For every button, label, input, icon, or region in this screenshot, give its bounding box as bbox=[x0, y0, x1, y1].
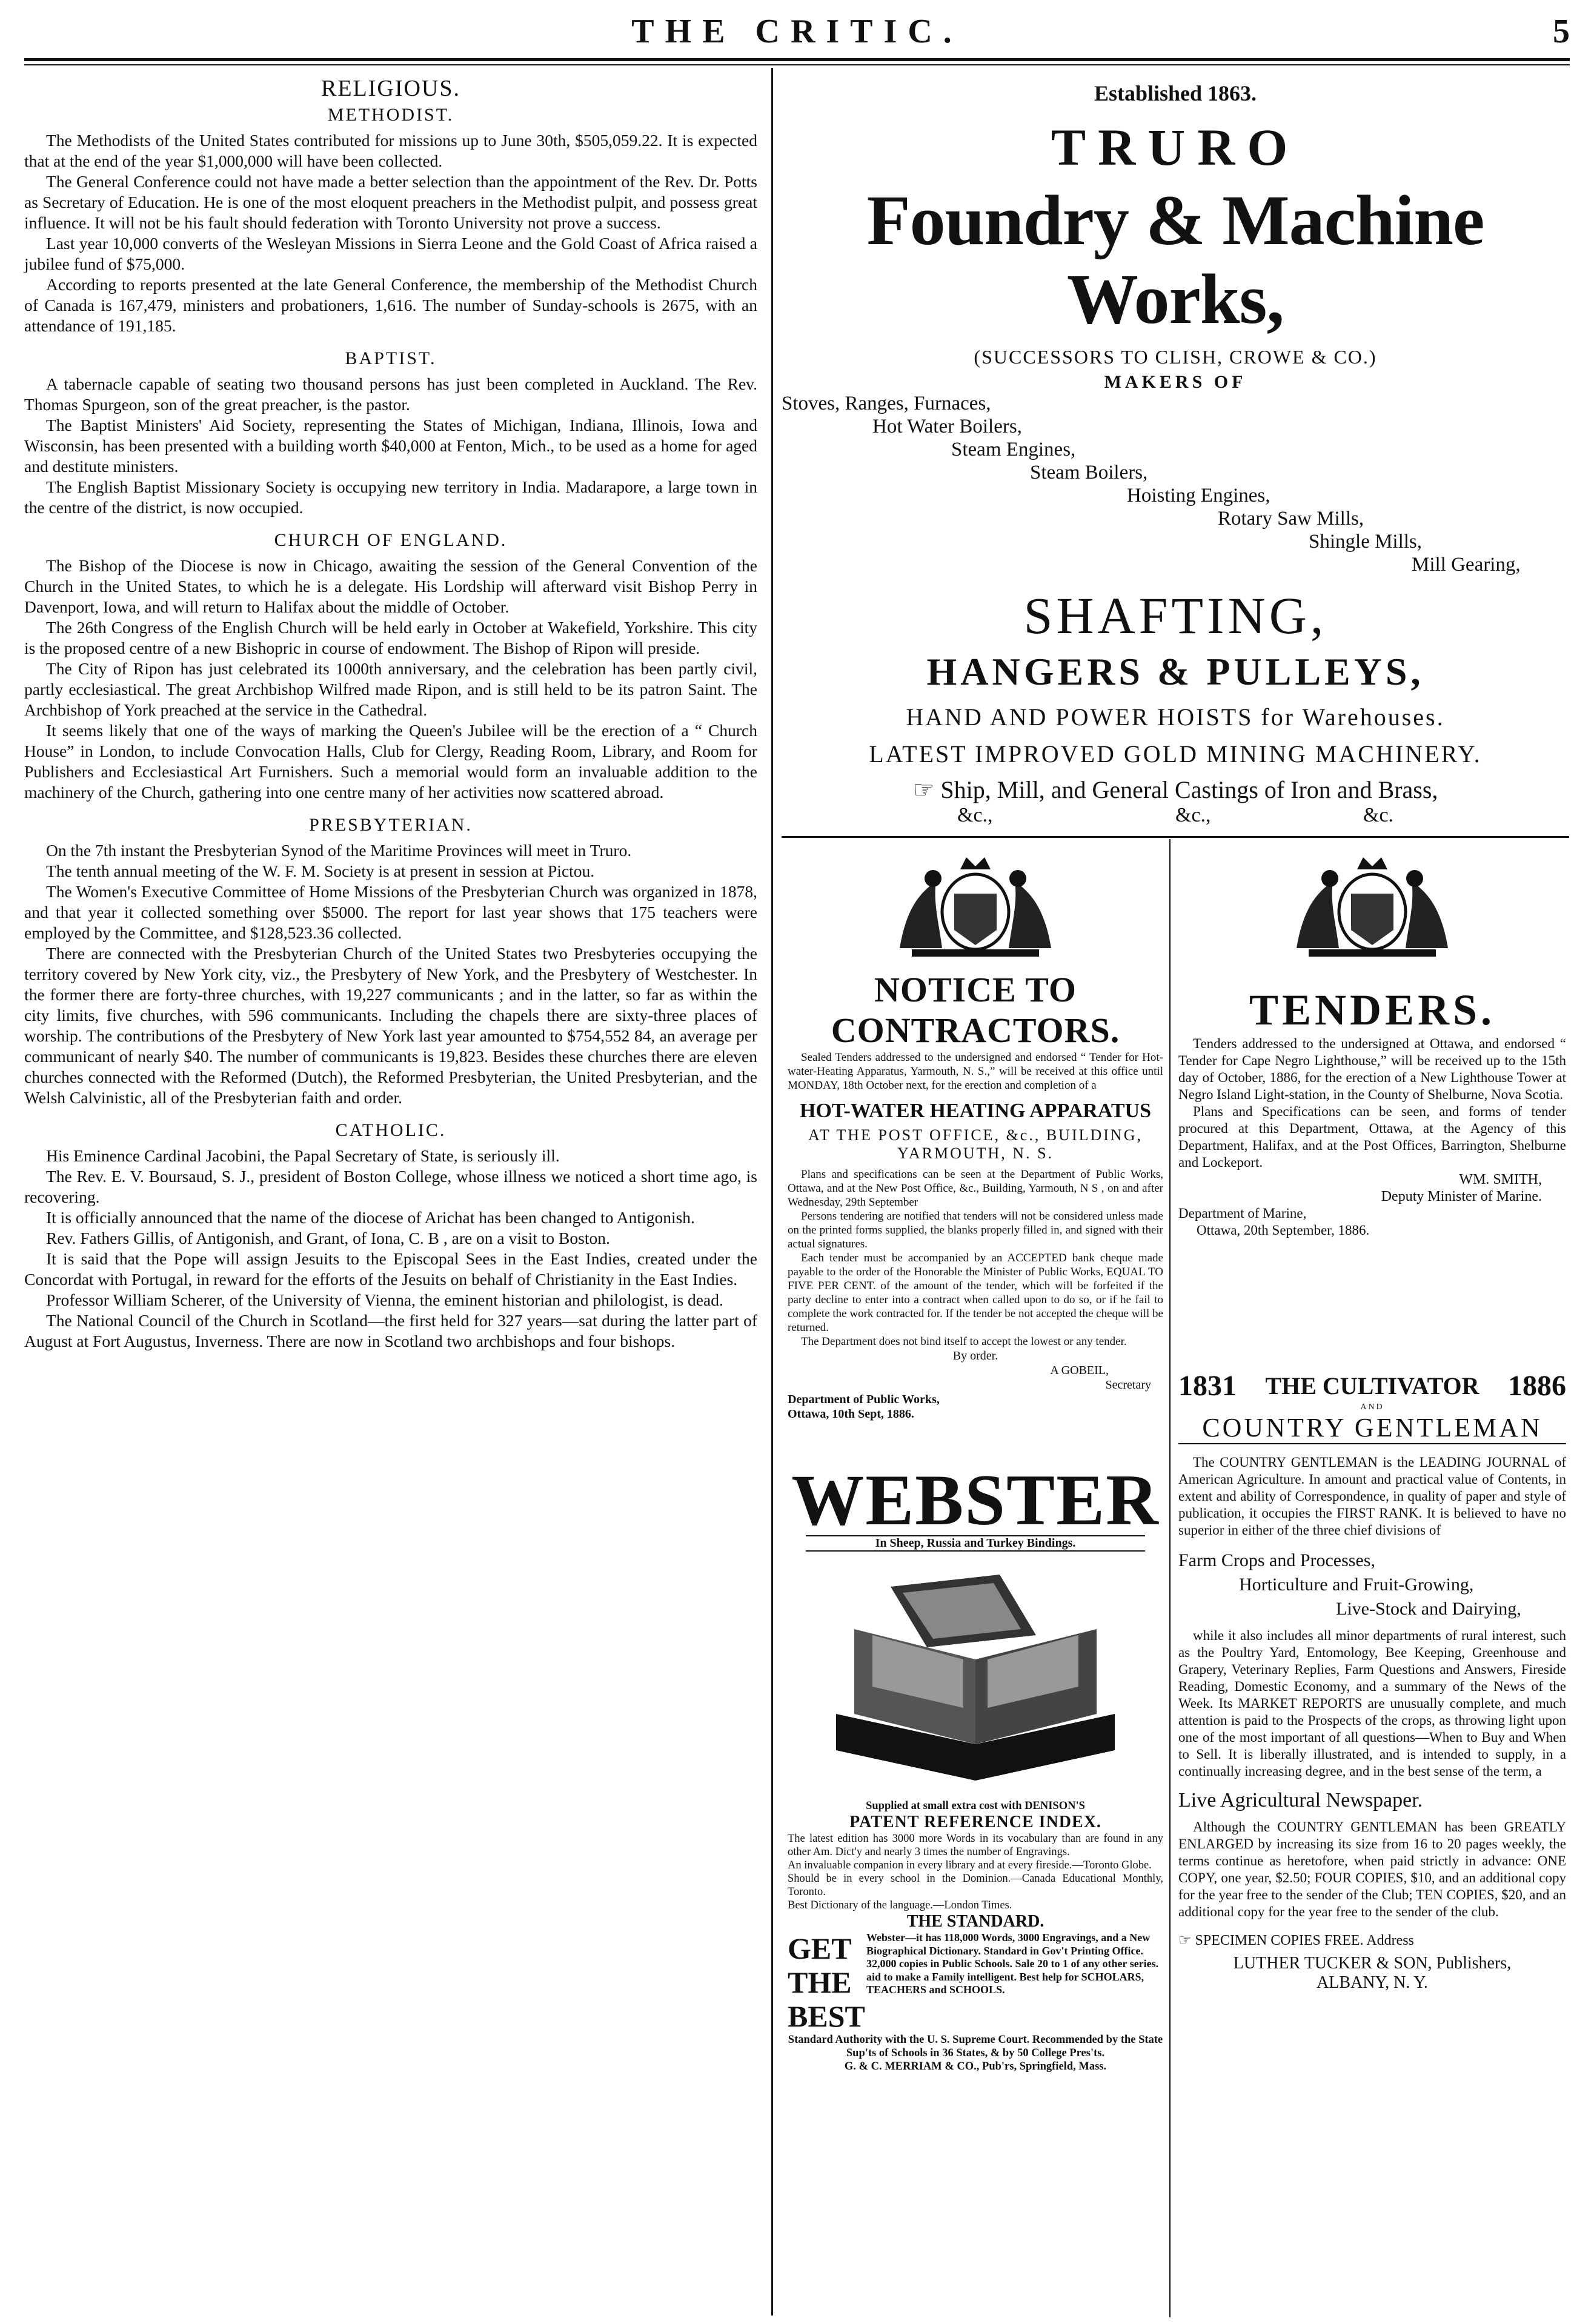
division-item: Horticulture and Fruit-Growing, bbox=[1239, 1575, 1474, 1595]
section-heading: CATHOLIC. bbox=[335, 1120, 447, 1140]
cultivator-ad bbox=[1178, 1369, 1566, 1993]
etc-item: &c., bbox=[957, 804, 993, 826]
article-paragraph: On the 7th instant the Presbyterian Synod of the Maritime Provinces will meet in Truro. bbox=[46, 841, 632, 860]
royal-crest-icon bbox=[875, 845, 1075, 960]
makers-of: MAKERS OF bbox=[1104, 372, 1247, 392]
notice-paragraph: Each tender must be accompanied by an ACCEPTED bank cheque made payable to the order of the Honorable the Minister of Public Works, EQUAL TO FIVE PER CENT. of the amount of the tender, which will be forfeited if the party decline to enter into a contract when called upon to do so, or if he fail to complete the work contracted for. If the tender be not accepted the cheque will be returned. bbox=[788, 1252, 1163, 1334]
castings-line: ☞ Ship, Mill, and General Castings of Iron and Brass, bbox=[912, 776, 1438, 803]
article-paragraph: The Bishop of the Diocese is now in Chicago, awaiting the session of the General Convention of the Church in the United States, to which he is a delegate. His Lordship will afterward visit Bishop Perry in Davenport, Iowa, and will return to Halifax about the middle of October. bbox=[24, 556, 757, 616]
webster-supplied: Supplied at small extra cost with DENISON'S bbox=[866, 1800, 1085, 1812]
page-number: 5 bbox=[1553, 13, 1570, 50]
the-standard: THE STANDARD. bbox=[906, 1912, 1044, 1931]
notice-location: AT THE POST OFFICE, &c., BUILDING, YARMOUTH, N. S. bbox=[808, 1126, 1143, 1162]
cultivator-paragraph: The COUNTRY GENTLEMAN is the LEADING JOURNAL of American Agriculture. In amount and practical value of Contents, in extent and ability of Correspondence, in quality of paper and style of publication, it occupies the FIRST RANK. It is believed to have no superior in either of the three chief divisions of bbox=[1178, 1455, 1566, 1538]
product-item: Shingle Mills, bbox=[1309, 531, 1423, 553]
product-item: Mill Gearing, bbox=[1412, 554, 1521, 576]
article-paragraph: The 26th Congress of the English Church will be held early in October at Wakefield, Yorkshire. This city is the proposed centre of a new Bishopric in course of endowment. The Bishop of Ripon will preside. bbox=[24, 618, 757, 657]
article-paragraph: The tenth annual meeting of the W. F. M. Society is at present in session at Pictou. bbox=[46, 862, 595, 880]
webster-title: WEBSTER bbox=[791, 1459, 1160, 1540]
product-item: Steam Boilers, bbox=[1030, 462, 1148, 483]
church-of-england-section bbox=[24, 530, 757, 803]
signer-title: Deputy Minister of Marine. bbox=[1381, 1189, 1542, 1204]
successors-line: (SUCCESSORS TO CLISH, CROWE & CO.) bbox=[974, 346, 1377, 368]
webster-bindings: In Sheep, Russia and Turkey Bindings. bbox=[806, 1535, 1145, 1552]
webster-points: Webster—it has 118,000 Words, 3000 Engravings, and a New Biographical Dictionary. Standard in Gov't Printing Office. 32,000 copies in Public Schools. Sale 20 to 1 of any other series. aid to make a Family intelligent. Best help for SCHOLARS, TEACHERS and SCHOOLS. bbox=[866, 1931, 1159, 1996]
signer-name: A GOBEIL, bbox=[1050, 1364, 1109, 1377]
hangers-line: HANGERS & PULLEYS, bbox=[926, 650, 1424, 693]
get-the-best bbox=[788, 1931, 1163, 2033]
tenders-paragraph: Plans and Specifications can be seen, and forms of tender procured at this Department, Ottawa, at the Agency of this Department, Halifax, and at the Post Offices, Barrington, Shelburne and Lockeport. bbox=[1178, 1104, 1566, 1170]
article-paragraph: It is officially announced that the name of the diocese of Arichat has been changed to Antigonish. bbox=[46, 1208, 695, 1227]
webster-publisher: G. & C. MERRIAM & CO., Pub'rs, Springfield, Mass. bbox=[844, 2060, 1107, 2073]
country-gentleman: COUNTRY GENTLEMAN bbox=[1178, 1412, 1566, 1444]
catholic-section bbox=[24, 1120, 757, 1352]
article-paragraph: It seems likely that one of the ways of marking the Queen's Jubilee will be the erection of a “ Church House” in London, to include Convocation Halls, Club for Clergy, Reading Room, Library, and Room for Publishers and Ecclesiastical Art Furnishers. Such a memorial would form an invaluable addition to the machinery of the Church, gathering into one centre many of her activities now scattered abroad. bbox=[24, 721, 757, 802]
masthead bbox=[24, 12, 1570, 55]
notice-date: Ottawa, 10th Sept, 1886. bbox=[788, 1407, 914, 1421]
article-paragraph: The National Council of the Church in Scotland—the first held for 327 years—sat during the latter part of August at Fort Augustus, Inverness. There are now in Scotland two archbishops and four bishops. bbox=[24, 1311, 757, 1350]
hoists-line: HAND AND POWER HOISTS for Warehouses. bbox=[906, 703, 1445, 731]
division-item: Live-Stock and Dairying, bbox=[1336, 1599, 1521, 1619]
webster-paragraph: Should be in every school in the Dominion.—Canada Educational Monthly, Toronto. bbox=[788, 1873, 1163, 1898]
publication-title: THE CRITIC. bbox=[631, 13, 963, 50]
department: Department of Marine, bbox=[1178, 1206, 1307, 1221]
farm-divisions bbox=[1178, 1549, 1566, 1621]
established-line: Established 1863. bbox=[1094, 81, 1257, 105]
product-list bbox=[782, 393, 1569, 580]
product-item: Hoisting Engines, bbox=[1127, 485, 1270, 506]
webster-paragraph: Best Dictionary of the language.—London Times. bbox=[788, 1899, 1012, 1911]
article-paragraph: The City of Ripon has just celebrated its 1000th anniversary, and the celebration has been partly civil, partly ecclesiastical. The great Archbishop Wilfred made Ripon, and is still held to be its patron Saint. The Archbishop of York preached at the service in the Cathedral. bbox=[24, 659, 757, 719]
tenders-ad bbox=[1178, 845, 1566, 1239]
methodist-section bbox=[24, 105, 757, 336]
inner-column-divider bbox=[1169, 839, 1171, 2317]
tenders-date: Ottawa, 20th September, 1886. bbox=[1197, 1223, 1370, 1238]
product-item: Hot Water Boilers, bbox=[872, 416, 1022, 437]
division-item: Farm Crops and Processes, bbox=[1178, 1550, 1375, 1570]
and-word: AND bbox=[1360, 1403, 1384, 1412]
company-name: TRURO bbox=[1051, 118, 1300, 176]
tenders-title: TENDERS. bbox=[1249, 986, 1496, 1034]
notice-title: NOTICE TO CONTRACTORS. bbox=[831, 970, 1120, 1050]
column-divider bbox=[771, 68, 773, 2316]
tenders-paragraph: Tenders addressed to the undersigned at Ottawa, and endorsed “ Tender for Cape Negro Lighthouse,” will be received up to the 15th day of October, 1886, for the erection of a New Lighthouse Tower at Negro Island Light-station, in the County of Shelburne, Nova Scotia. bbox=[1178, 1036, 1566, 1102]
webster-ad bbox=[788, 1459, 1163, 2073]
notice-subject: HOT-WATER HEATING APPARATUS bbox=[800, 1100, 1151, 1122]
product-item: Steam Engines, bbox=[951, 439, 1076, 460]
royal-crest-icon bbox=[1272, 845, 1472, 960]
product-item: Rotary Saw Mills, bbox=[1218, 508, 1364, 530]
webster-paragraph: The latest edition has 3000 more Words in its vocabulary than are found in any other Am. Dict'y and nearly 3 times the number of Engravings. bbox=[788, 1833, 1163, 1858]
header-rule bbox=[24, 58, 1570, 61]
notice-paragraph: Sealed Tenders addressed to the undersigned and endorsed “ Tender for Hot-water-Heating Apparatus, Yarmouth, N. S.,” will be received at this office until MONDAY, 18th October next, for the erection and completion of a bbox=[788, 1051, 1163, 1092]
cultivator-paragraph: while it also includes all minor departments of rural interest, such as the Poultry Yard, Entomology, Bee Keeping, Greenhouse and Grapery, Veterinary Replies, Farm Questions and Answers, Fireside Reading, Domestic Economy, and a summary of the News of the Week. Its MARKET REPORTS are unusually complete, and much attention is paid to the Prospects of the crops, as throwing light upon one of the most important of all questions—When to Buy and When to Sell. It is liberally illustrated, and is intended to supply, in a continually increasing degree, and in the best sense of the term, a bbox=[1178, 1628, 1566, 1779]
publisher-city: ALBANY, N. Y. bbox=[1317, 1973, 1428, 1992]
ad-headline: Foundry & Machine Works, bbox=[866, 181, 1484, 339]
webster-closing: Standard Authority with the U. S. Supreme Court. Recommended by the State Sup'ts of Schools in 36 States, & by 50 College Pres'ts. bbox=[788, 2034, 1163, 2059]
big-word: THE bbox=[788, 1965, 852, 1999]
religious-heading: RELIGIOUS. bbox=[320, 76, 461, 101]
article-paragraph: Last year 10,000 converts of the Wesleyan Missions in Sierra Leone and the Gold Coast of Africa raised a jubilee fund of $75,000. bbox=[24, 234, 757, 273]
ad-divider bbox=[782, 836, 1569, 838]
webster-paragraph: An invaluable companion in every library and at every fireside.—Toronto Globe. bbox=[788, 1859, 1152, 1871]
specimen-line: ☞ SPECIMEN COPIES FREE. Address bbox=[1178, 1933, 1414, 1948]
article-paragraph: The Rev. E. V. Boursaud, S. J., president of Boston College, whose illness we noticed a short time ago, is recovering. bbox=[24, 1167, 757, 1206]
etc-item: &c. bbox=[1363, 804, 1394, 826]
signer-name: WM. SMITH, bbox=[1459, 1172, 1542, 1187]
open-dictionary-icon bbox=[818, 1562, 1133, 1793]
section-heading: BAPTIST. bbox=[345, 348, 437, 368]
article-paragraph: According to reports presented at the late General Conference, the membership of the Methodist Church of Canada is 167,479, ministers and probationers, 1,616. The number of Sunday-schools is 2675, with an attendance of 191,185. bbox=[24, 275, 757, 335]
article-paragraph: Rev. Fathers Gillis, of Antigonish, and Grant, of Iona, C. B , are on a visit to Boston. bbox=[46, 1229, 610, 1247]
article-paragraph: The Baptist Ministers' Aid Society, representing the States of Michigan, Indiana, Illinois, Iowa and Wisconsin, has been presented with a building worth $40,000 at Fenton, Mich., to be used as a home for aged and destitute ministers. bbox=[24, 416, 757, 476]
notice-signature bbox=[788, 1349, 1163, 1421]
cultivator-title: THE CULTIVATOR bbox=[1265, 1372, 1479, 1399]
shafting-line: SHAFTING, bbox=[1023, 586, 1327, 645]
header-rule-thin bbox=[24, 64, 1570, 65]
article-paragraph: His Eminence Cardinal Jacobini, the Papal Secretary of State, is seriously ill. bbox=[46, 1146, 560, 1165]
article-paragraph: A tabernacle capable of seating two thousand persons has just been completed in Auckland. The Rev. Thomas Spurgeon, son of the great preacher, is the pastor. bbox=[24, 374, 757, 414]
year-end: 1886 bbox=[1508, 1370, 1566, 1402]
big-word: GET bbox=[788, 1931, 852, 1965]
product-item: Stoves, Ranges, Furnaces, bbox=[782, 393, 991, 414]
department: Department of Public Works, bbox=[788, 1393, 940, 1406]
article-paragraph: It is said that the Pope will assign Jesuits to the Episcopal Sees in the East Indies, created under the Concordat with Portugal, in reward for the efforts of the Jesuits on behalf of Christianity in the East Indies. bbox=[24, 1249, 757, 1289]
article-paragraph: The Women's Executive Committee of Home Missions of the Presbyterian Church was organized in 1878, and that year it collected something over $5000. The report for last year shows that 175 teachers were employed by the Committee, and $128,523.36 collected. bbox=[24, 882, 757, 942]
section-heading: METHODIST. bbox=[327, 105, 454, 125]
notice-paragraph: Persons tendering are notified that tenders will not be considered unless made on the printed forms supplied, the blanks properly filled in, and signed with their actual signatures. bbox=[788, 1210, 1163, 1250]
tenders-signature bbox=[1178, 1171, 1566, 1205]
publisher-name: LUTHER TUCKER & SON, Publishers, bbox=[1233, 1954, 1512, 1973]
article-paragraph: The English Baptist Missionary Society is occupying new territory in India. Madarapore, a large town in the centre of the district, is now occupied. bbox=[24, 477, 757, 517]
big-word: BEST bbox=[788, 1999, 865, 2033]
live-agricultural-newspaper: Live Agricultural Newspaper. bbox=[1178, 1789, 1423, 1811]
section-heading: CHURCH OF ENGLAND. bbox=[274, 530, 508, 550]
article-paragraph: The Methodists of the United States contributed for missions up to June 30th, $505,059.22. It is expected that at the end of the year $1,000,000 will have been collected. bbox=[24, 131, 757, 170]
notice-to-contractors bbox=[788, 845, 1163, 1421]
year-start: 1831 bbox=[1178, 1370, 1237, 1402]
by-order: By order. bbox=[952, 1349, 998, 1363]
presbyterian-section bbox=[24, 815, 757, 1108]
religious-column bbox=[24, 76, 757, 1352]
baptist-section bbox=[24, 348, 757, 518]
article-paragraph: Professor William Scherer, of the University of Vienna, the eminent historian and philologist, is dead. bbox=[46, 1290, 723, 1309]
notice-paragraph: Plans and specifications can be seen at the Department of Public Works, Ottawa, and at the New Post Office, &c., Building, Yarmouth, N S , on and after Wednesday, 29th September bbox=[788, 1168, 1163, 1209]
notice-paragraph: The Department does not bind itself to accept the lowest or any tender. bbox=[801, 1335, 1127, 1348]
etc-line bbox=[782, 804, 1569, 828]
signer-title: Secretary bbox=[1105, 1378, 1151, 1392]
article-paragraph: There are connected with the Presbyterian Church of the United States two Presbyteries occupying the territory covered by New York city, viz., the Presbytery of New York, and the Presbytery of Westchester. In the former there are forty-three churches, with 19,227 communicants ; and in the latter, so far as within the city limits, five churches, with 596 communicants. Including the chapels there are sixty-three places of worship. The contributions of the Presbytery of New York last year amounted to $754,552 84, an average per communicant of nearly $40. The number of communicants is 19,823. Besides these churches there are eleven churches connected with the Reformed (Dutch), the Reformed Presbyterian, the United Presbyterian, and the Welsh Calvinistic, all of the Presbyterian faith and order. bbox=[24, 944, 757, 1107]
cultivator-paragraph: Although the COUNTRY GENTLEMAN has been GREATLY ENLARGED by increasing its size from 16 to 20 pages weekly, the terms continue as heretofore, when paid strictly in advance: ONE COPY, one year, $2.50; FOUR COPIES, $10, and an additional copy for the year free to the sender of the Club; TEN COPIES, $20, and an additional copy for the year free to the sender of the club. bbox=[1178, 1819, 1566, 1919]
patent-index: PATENT REFERENCE INDEX. bbox=[849, 1813, 1101, 1831]
truro-foundry-ad bbox=[782, 76, 1569, 827]
etc-item: &c., bbox=[1175, 804, 1211, 826]
mining-line: LATEST IMPROVED GOLD MINING MACHINERY. bbox=[869, 740, 1482, 768]
article-paragraph: The General Conference could not have made a better selection than the appointment of the Rev. Dr. Potts as Secretary of Education. He is one of the most eloquent preachers in the Methodist pulpit, and possess great influence. It will not be his fault should federation with Toronto University not prove a success. bbox=[24, 172, 757, 232]
section-heading: PRESBYTERIAN. bbox=[309, 815, 473, 835]
